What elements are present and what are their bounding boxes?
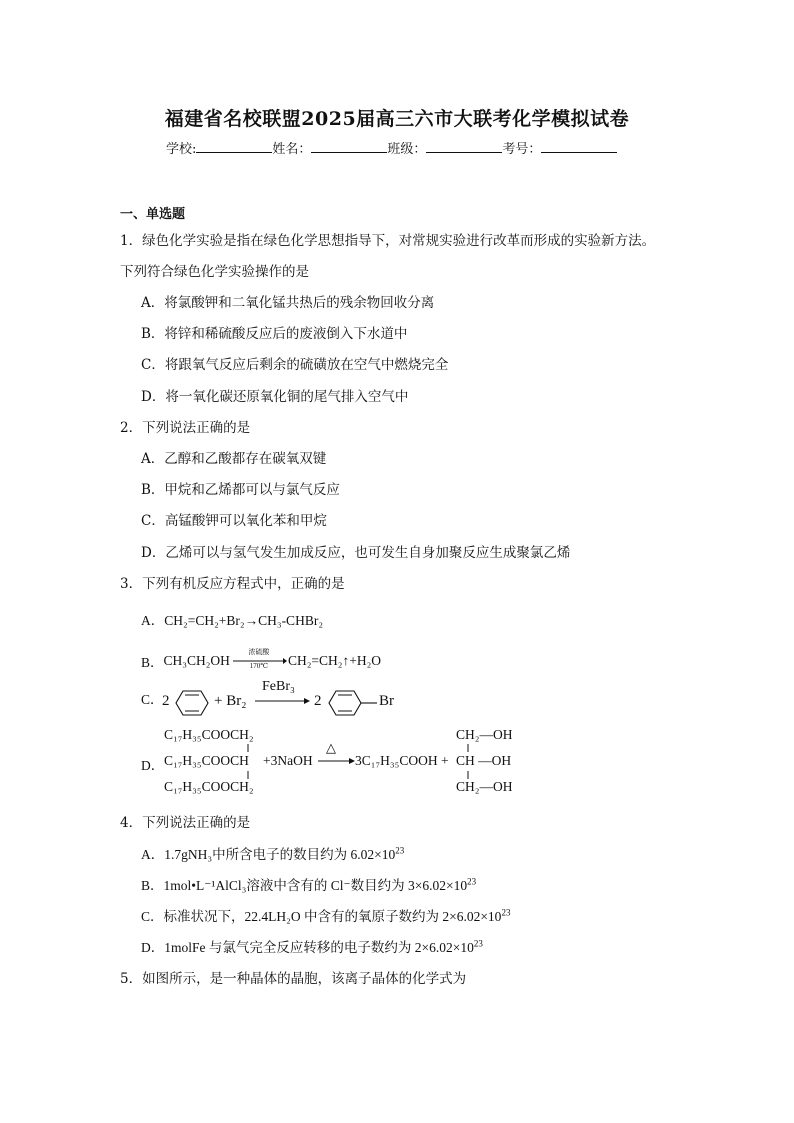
question-3-option-c (141, 688, 164, 708)
option-b-label: B． (141, 655, 164, 670)
question-4-option-b-text: B．1mol•L⁻¹AlCl₃溶液中含有的 Cl⁻数目约为 3×6.02×10 (141, 878, 468, 893)
question-5-stem: 5．如图所示，是一种晶体的晶胞，该离子晶体的化学式为 (120, 971, 467, 987)
option-b-reaction-arrow (231, 650, 287, 672)
question-2-option-d: D．乙烯可以与氢气发生加成反应，也可发生自身加聚反应生成聚氯乙烯 (141, 545, 571, 561)
question-4-stem: 4．下列说法正确的是 (120, 815, 251, 831)
student-info-line (166, 138, 617, 157)
exam-number-blank (541, 139, 617, 153)
option-d-acid-product: 3C₁₇H₃₅COOH + (355, 753, 449, 768)
bromobenzene-icon (327, 688, 379, 718)
question-4-option-c (141, 905, 510, 925)
question-1-option-b: B．将锌和稀硫酸反应后的废液倒入下水道中 (141, 326, 408, 342)
ester-line-3: C₁₇H₃₅COOCH₂ (164, 779, 254, 794)
question-1-stem-line1: 1．绿色化学实验是指在绿色化学思想指导下，对常规实验进行改革而形成的实验新方法。 (120, 233, 656, 249)
question-4-option-a (141, 843, 404, 863)
question-2-stem: 2．下列说法正确的是 (120, 420, 251, 436)
question-4-option-d-exponent: 23 (473, 938, 483, 949)
glycerol-line-2: CH —OH (456, 753, 512, 768)
question-3-option-b (141, 650, 381, 672)
question-4-option-c-exponent: 23 (501, 907, 511, 918)
option-b-condition-top: 浓硫酸 (248, 648, 270, 656)
name-label: 姓名： (272, 142, 312, 157)
option-c-coefficient-1: 2 (162, 693, 170, 709)
question-4-option-d-text: D．1molFe 与氯气完全反应转移的电子数约为 2×6.02×10 (141, 940, 474, 955)
benzene-ring-icon (174, 688, 210, 718)
glycerol-line-1: CH₂—OH (456, 727, 513, 742)
option-b-condition-bottom: 170℃ (249, 662, 269, 670)
question-3-stem: 3．下列有机反应方程式中，正确的是 (120, 576, 345, 592)
question-1-stem-line2: 下列符合绿色化学实验操作的是 (120, 264, 309, 280)
option-c-substituent: Br (379, 693, 394, 709)
option-b-reactant: CH₃CH₂OH (163, 653, 230, 668)
question-2-option-b: B．甲烷和乙烯都可以与氯气反应 (141, 482, 340, 498)
question-1-option-d: D．将一氧化碳还原氧化铜的尾气排入空气中 (141, 389, 409, 405)
class-blank (426, 139, 502, 153)
question-4-option-b (141, 874, 476, 894)
option-d-reagent: +3NaOH (263, 753, 313, 768)
option-d-arrow-icon (317, 756, 355, 766)
ester-line-1: C₁₇H₃₅COOCH₂ (164, 727, 254, 742)
option-c-coefficient-2: 2 (314, 693, 322, 709)
question-4-option-c-text: C．标准状况下，22.4LH₂O 中含有的氧原子数约为 2×6.02×10 (141, 909, 502, 924)
option-c-label: C． (141, 692, 164, 707)
option-d-label: D． (141, 758, 165, 773)
question-4-option-a-exponent: 23 (395, 845, 405, 856)
question-3-option-a: A．CH₂=CH₂+Br₂→CH₃-CHBr₂ (141, 613, 324, 628)
question-4-option-b-exponent: 23 (467, 876, 477, 887)
glycerol-line-3: CH₂—OH (456, 779, 513, 794)
question-1-option-a: A．将氯酸钾和二氧化锰共热后的残余物回收分离 (141, 295, 435, 311)
question-4-option-a-text: A．1.7gNH₃中所含电子的数目约为 6.02×10 (141, 847, 396, 862)
school-blank (196, 139, 272, 153)
option-c-arrow-icon (254, 696, 310, 706)
glycerol-backbone-bonds (466, 744, 470, 784)
school-label: 学校: (166, 142, 197, 157)
option-c-bromine: + Br₂ (214, 693, 247, 709)
question-2-option-c: C．高锰酸钾可以氧化苯和甲烷 (141, 513, 327, 529)
name-blank (311, 139, 387, 153)
section-heading: 一、单选题 (120, 207, 186, 222)
class-label: 班级： (387, 142, 427, 157)
ester-backbone-bonds (246, 744, 250, 784)
option-c-catalyst: FeBr₃ (262, 679, 295, 694)
question-4-option-d (141, 936, 483, 956)
page-title: 福建省名校联盟2025届高三六市大联考化学模拟试卷 (164, 108, 630, 130)
exam-number-label: 考号： (502, 142, 542, 157)
option-b-products: CH₂=CH₂↑+H₂O (287, 653, 382, 668)
option-d-heat-condition: △ (326, 740, 336, 755)
question-1-option-c: C．将跟氧气反应后剩余的硫磺放在空气中燃烧完全 (141, 357, 449, 373)
question-2-option-a: A．乙醇和乙酸都存在碳氧双键 (141, 451, 327, 467)
ester-line-2: C₁₇H₃₅COOCH (164, 753, 249, 768)
